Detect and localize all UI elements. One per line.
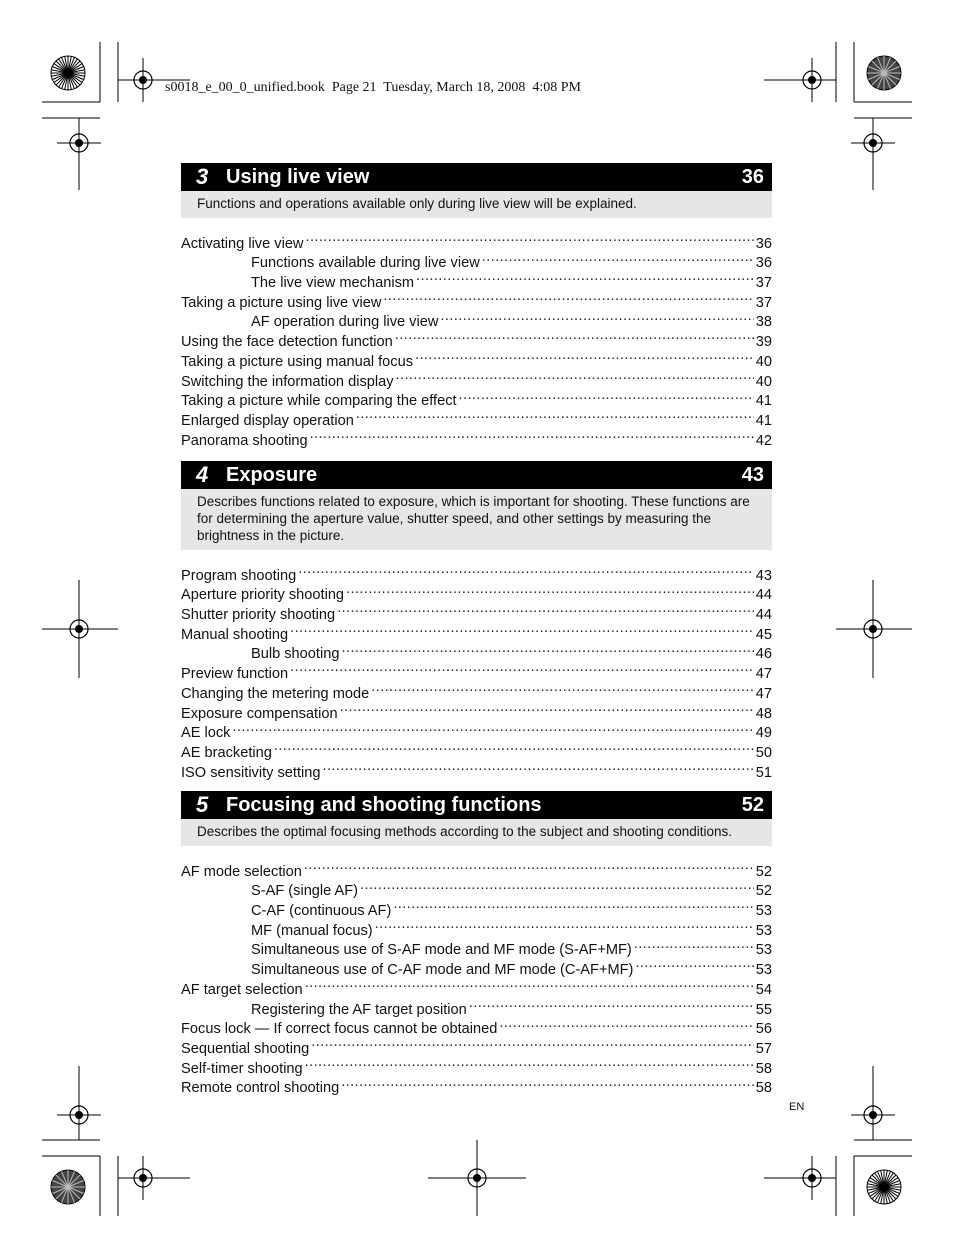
section-page: 52 xyxy=(741,793,764,816)
section-description: Describes functions related to exposure, which is important for shooting. These functions are for determining the aperture value, shutter speed, and other settings by measuring the brightness in the picture. xyxy=(181,489,772,550)
toc-entry-title: Activating live view xyxy=(181,235,304,252)
toc-entry-title: AF target selection xyxy=(181,981,303,998)
dot-leader xyxy=(459,386,754,406)
toc-entry-page: 58 xyxy=(755,1060,772,1077)
dot-leader xyxy=(482,248,754,268)
toc-entry-page: 51 xyxy=(755,764,772,781)
toc-entry-page: 56 xyxy=(755,1021,772,1038)
toc-entry-title: Sequential shooting xyxy=(181,1040,310,1057)
toc-entry-page: 42 xyxy=(755,432,772,449)
toc-entry-page: 57 xyxy=(755,1040,772,1057)
dot-leader xyxy=(634,935,754,955)
toc-entry-title: Bulb shooting xyxy=(251,646,340,663)
toc-entry-title: MF (manual focus) xyxy=(251,922,373,939)
dot-leader xyxy=(415,346,754,366)
dot-leader xyxy=(416,267,754,287)
toc-entry-title: Using the face detection function xyxy=(181,334,393,351)
dot-leader xyxy=(375,915,754,935)
section-header xyxy=(181,163,772,191)
dot-leader xyxy=(337,599,754,619)
dot-leader xyxy=(469,994,754,1014)
dot-leader xyxy=(499,1014,753,1034)
dot-leader xyxy=(305,974,754,994)
dot-leader xyxy=(340,698,754,718)
section-title: Focusing and shooting functions xyxy=(226,793,542,816)
toc-entry-page: 44 xyxy=(755,587,772,604)
toc-entry-page: 36 xyxy=(755,255,772,272)
toc-entry-page: 53 xyxy=(755,962,772,979)
toc-entry-title: Changing the metering mode xyxy=(181,685,370,702)
section-4 xyxy=(181,461,772,781)
toc-entry-page: 47 xyxy=(755,666,772,683)
toc-entry-title: C-AF (continuous AF) xyxy=(251,903,392,920)
dot-leader xyxy=(304,856,754,876)
language-tag: EN xyxy=(789,1101,805,1113)
toc-entry-title: The live view mechanism xyxy=(251,275,415,292)
toc-entry-page: 41 xyxy=(755,393,772,410)
toc-list xyxy=(181,560,772,781)
toc-entry-page: 39 xyxy=(755,334,772,351)
section-page: 43 xyxy=(741,463,764,486)
toc-entry-title: AF mode selection xyxy=(181,863,302,880)
dot-leader xyxy=(290,619,754,639)
toc-entry-page: 52 xyxy=(755,883,772,900)
toc-entry-page: 43 xyxy=(755,567,772,584)
toc-entry-title: Shutter priority shooting xyxy=(181,607,336,624)
dot-leader xyxy=(383,287,753,307)
section-header xyxy=(181,461,772,489)
toc-entry-page: 53 xyxy=(755,942,772,959)
toc-entry-title: Switching the information display xyxy=(181,373,394,390)
toc-entry[interactable] xyxy=(181,560,772,584)
toc-entry-title: Program shooting xyxy=(181,567,297,584)
toc-entry[interactable] xyxy=(181,737,772,761)
toc-entry-page: 55 xyxy=(755,1001,772,1018)
section-number: 3 xyxy=(196,164,209,189)
toc-entry-title: Aperture priority shooting xyxy=(181,587,345,604)
dot-leader xyxy=(396,366,754,386)
section-page: 36 xyxy=(741,165,764,188)
dot-leader xyxy=(635,954,753,974)
dot-leader xyxy=(298,560,754,580)
dot-leader xyxy=(310,425,754,445)
dot-leader xyxy=(290,658,754,678)
dot-leader xyxy=(305,1053,754,1073)
toc-entry-title: Registering the AF target position xyxy=(251,1001,467,1018)
toc-entry-title: Functions available during live view xyxy=(251,255,480,272)
toc-entry-page: 58 xyxy=(755,1080,772,1097)
toc-entry-page: 54 xyxy=(755,981,772,998)
toc-entry-title: Simultaneous use of S-AF mode and MF mode (S-AF+MF) xyxy=(251,942,632,959)
toc-entry-page: 45 xyxy=(755,626,772,643)
toc-entry-title: Enlarged display operation xyxy=(181,412,354,429)
toc-list xyxy=(181,856,772,1097)
toc-entry-page: 50 xyxy=(755,744,772,761)
toc-entry-page: 53 xyxy=(755,903,772,920)
toc-entry-title: S-AF (single AF) xyxy=(251,883,359,900)
toc-entry[interactable] xyxy=(181,228,772,252)
toc-entry-title: ISO sensitivity setting xyxy=(181,764,321,781)
print-slug: s0018_e_00_0_unified.book Page 21 Tuesday, March 18, 2008 4:08 PM xyxy=(165,80,581,95)
toc-entry-title: Taking a picture using live view xyxy=(181,294,382,311)
toc-entry[interactable] xyxy=(181,856,772,880)
dot-leader xyxy=(232,718,753,738)
toc-entry[interactable] xyxy=(181,718,772,742)
dot-leader xyxy=(274,737,754,757)
section-number: 5 xyxy=(196,792,209,817)
dot-leader xyxy=(323,757,754,777)
toc-entry-title: Self-timer shooting xyxy=(181,1060,303,1077)
toc-entry-title: AE lock xyxy=(181,725,231,742)
toc-entry-page: 36 xyxy=(755,235,772,252)
dot-leader xyxy=(341,639,753,659)
toc-entry-page: 52 xyxy=(755,863,772,880)
dot-leader xyxy=(356,405,754,425)
toc-entry-title: Preview function xyxy=(181,666,289,683)
toc-entry-page: 53 xyxy=(755,922,772,939)
dot-leader xyxy=(395,326,754,346)
toc-entry-title: Exposure compensation xyxy=(181,705,338,722)
toc-entry-page: 37 xyxy=(755,275,772,292)
section-description: Describes the optimal focusing methods according to the subject and shooting conditions. xyxy=(181,819,772,846)
toc-entry-title: Focus lock — If correct focus cannot be obtained xyxy=(181,1021,498,1038)
toc-entry-title: Taking a picture using manual focus xyxy=(181,353,414,370)
toc-entry-page: 41 xyxy=(755,412,772,429)
toc-entry-page: 38 xyxy=(755,314,772,331)
toc-entry-title: AE bracketing xyxy=(181,744,272,761)
dot-leader xyxy=(346,580,754,600)
dot-leader xyxy=(341,1073,754,1093)
section-header xyxy=(181,791,772,819)
section-number: 4 xyxy=(196,462,209,487)
toc-entry-page: 37 xyxy=(755,294,772,311)
section-title: Using live view xyxy=(226,165,370,188)
dot-leader xyxy=(305,228,753,248)
toc-entry-page: 40 xyxy=(755,373,772,390)
toc-entry-title: AF operation during live view xyxy=(251,314,439,331)
section-description: Functions and operations available only during live view will be explained. xyxy=(181,191,772,218)
dot-leader xyxy=(311,1033,754,1053)
dot-leader xyxy=(360,876,754,896)
toc-list xyxy=(181,228,772,449)
section-5 xyxy=(181,791,772,1097)
section-3 xyxy=(181,163,772,449)
toc-entry-page: 47 xyxy=(755,685,772,702)
toc-entry-page: 44 xyxy=(755,607,772,624)
section-title: Exposure xyxy=(226,463,318,486)
toc-entry-page: 40 xyxy=(755,353,772,370)
dot-leader xyxy=(440,307,753,327)
toc-entry-title: Panorama shooting xyxy=(181,432,308,449)
toc-entry-title: Simultaneous use of C-AF mode and MF mode (C-AF+MF) xyxy=(251,962,634,979)
toc-entry-page: 49 xyxy=(755,725,772,742)
toc-entry-title: Manual shooting xyxy=(181,626,289,643)
toc-entry-page: 46 xyxy=(755,646,772,663)
toc-entry-page: 48 xyxy=(755,705,772,722)
toc-entry-title: Taking a picture while comparing the effect xyxy=(181,393,457,410)
dot-leader xyxy=(393,895,753,915)
toc-entry-title: Remote control shooting xyxy=(181,1080,340,1097)
dot-leader xyxy=(371,678,754,698)
